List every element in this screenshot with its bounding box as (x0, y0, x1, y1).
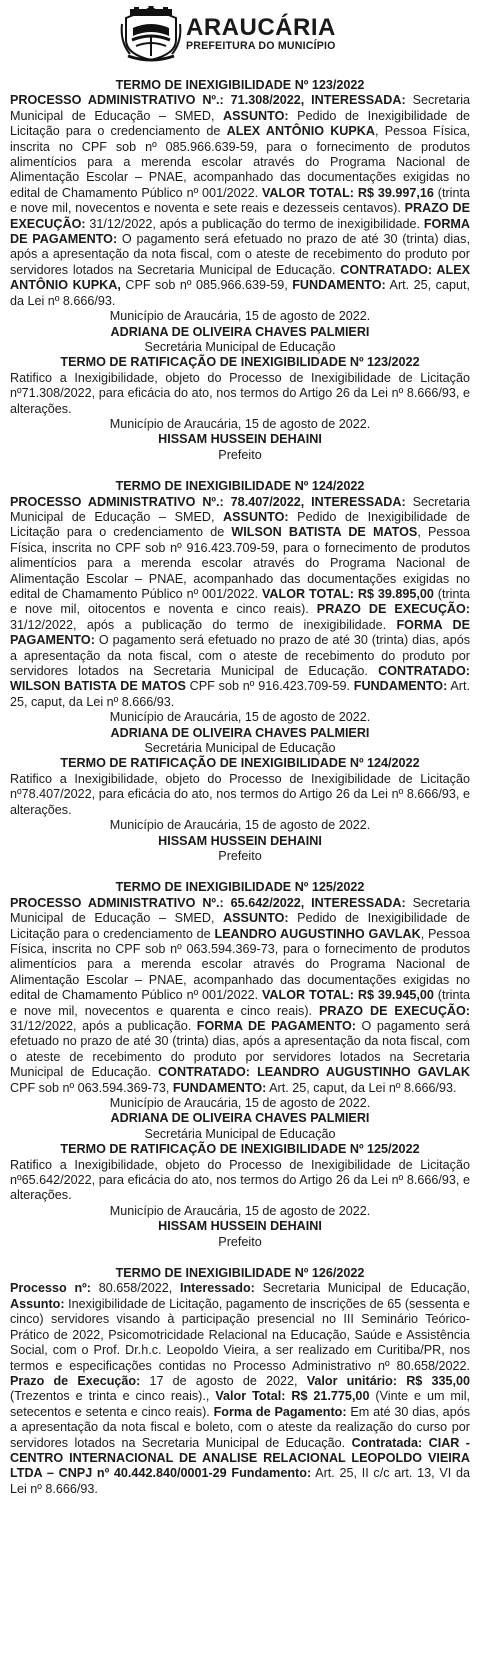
ratification-title: TERMO DE RATIFICAÇÃO DE INEXIGIBILIDADE Nº 124/2022 (60, 756, 420, 771)
ratification-title: TERMO DE RATIFICAÇÃO DE INEXIGIBILIDADE Nº 125/2022 (60, 1142, 420, 1157)
bold-run: VALOR TOTAL: R$ 39.997,16 (261, 185, 434, 200)
text-run: (trinta e nove mil, novecentos e noventa e sete reais e dezesseis centavos). (10, 185, 470, 216)
bold-run: FORMA DE PAGAMENTO: (10, 216, 470, 247)
text-run: CPF sob nº 916.423.709-59. (185, 679, 354, 694)
text-run: , Pessoa Física, inscrita no CPF sob nº 063.594.369-73, para o fornecimento de produtos alimentícios para a merenda escolar através do Programa Nacional de Alimentação Escolar – PNAE, acompanhado das documentações exigidas no edital de Chamamento Público nº 001/2022. (10, 926, 470, 1003)
bold-run: CONTRATADO: LEANDRO AUGUSTINHO GAVLAK (158, 1065, 470, 1080)
bold-run: Contratada: CIAR - CENTRO INTERNACIONAL DE ANALISE RELACIONAL LEOPOLDO VIEIRA LTDA – CNPJ nº 40.442.840/0001-29 Fundamento: (10, 1435, 470, 1481)
text-run: CPF sob nº 063.594.369-73, (10, 1080, 173, 1095)
text-run: 31/12/2022, após a publicação do termo de inexigibilidade. (10, 617, 397, 632)
text-run: 31/12/2022, após a publicação do termo de inexigibilidade. (85, 216, 424, 231)
signer-role: Secretária Municipal de Educação (144, 339, 336, 354)
city-name: ARAUCÁRIA (186, 14, 336, 41)
bold-run: VALOR TOTAL: R$ 39.945,00 (261, 988, 434, 1003)
text-run: O pagamento será efetuado no prazo de até 30 (trinta) dias, após a apresentação da nota fiscal, com o ateste de recebimento do produto por servidores lotados na Secretaria Municipal de Educação. (10, 232, 470, 277)
signer-name: ADRIANA DE OLIVEIRA CHAVES PALMIERI (110, 324, 370, 339)
masthead (120, 6, 380, 62)
term-title: TERMO DE INEXIGIBILIDADE Nº 126/2022 (115, 1266, 365, 1281)
term-124-section (10, 479, 470, 864)
bold-run: VALOR TOTAL: R$ 39.895,00 (261, 587, 434, 601)
text-run: O pagamento será efetuado no prazo de até 30 (trinta) dias, após a apresentação da nota fiscal, com o ateste de recebimento do produto por servidores lotados na Secretaria Municipal de Educação. (10, 633, 470, 679)
signer-name: ADRIANA DE OLIVEIRA CHAVES PALMIERI (110, 1111, 370, 1126)
term-date: Município de Araucária, 15 de agosto de 2022. (109, 309, 371, 324)
text-run: Art. 25, caput, da Lei nº 8.666/93. (10, 679, 470, 709)
mayor-name: HISSAM HUSSEIN DEHAINI (158, 1219, 322, 1234)
bold-run: WILSON BATISTA DE MATOS (231, 525, 418, 540)
text-run: (trinta e nove mil, novecentos e quarenta e cinco reais). (10, 988, 470, 1018)
signer-name: ADRIANA DE OLIVEIRA CHAVES PALMIERI (110, 725, 370, 740)
text-run: Secretaria Municipal de Educação – SMED, (10, 895, 470, 926)
bold-run: Forma de Pagamento: (213, 1404, 347, 1419)
brand-block (186, 16, 336, 52)
ratification-date: Município de Araucária, 15 de agosto de 2022. (109, 416, 371, 431)
text-run: , Pessoa Física, inscrita no CPF sob nº 085.966.639-59, para o fornecimento de produtos alimentícios para a merenda escolar através do Programa Nacional de Alimentação Escolar – PNAE, acompanhado das documentações exigidas no edital de Chamamento Público nº 001/2022. (10, 124, 470, 200)
ratification-date: Município de Araucária, 15 de agosto de 2022. (109, 1203, 371, 1218)
term-date: Município de Araucária, 15 de agosto de 2022. (109, 710, 371, 725)
term-title: TERMO DE INEXIGIBILIDADE Nº 123/2022 (115, 78, 365, 92)
text-run: Em até 30 dias, após a apresentação da nota fiscal e boleto, com o ateste da realização do curso por servidores lotados na Secretaria Municipal de Educação. (10, 1404, 470, 1450)
text-run: Pedido de Inexigibilidade de Licitação para o credenciamento de (10, 108, 470, 139)
bold-run: Processo nº: (10, 1281, 91, 1296)
text-run: Art. 25, caput, da Lei nº 8.666/93. (10, 278, 470, 308)
municipal-crest-icon (120, 6, 182, 62)
term-title: TERMO DE INEXIGIBILIDADE Nº 124/2022 (115, 479, 365, 494)
mayor-role: Prefeito (218, 1234, 262, 1249)
signer-role: Secretária Municipal de Educação (144, 1126, 336, 1141)
bold-run: FUNDAMENTO: (353, 679, 448, 694)
gazette-content (10, 78, 470, 1513)
term-body (10, 1281, 470, 1497)
bold-run: ASSUNTO: (223, 911, 289, 926)
term-123-section (10, 78, 470, 463)
term-title: TERMO DE INEXIGIBILIDADE Nº 125/2022 (115, 880, 365, 895)
bold-run: PRAZO DE EXECUÇÃO: (10, 201, 470, 231)
bold-run: CONTRATADO: ALEX ANTÔNIO KUPKA, (10, 262, 470, 293)
term-body (10, 495, 470, 711)
text-run: (trinta e nove mil, oitocentos e noventa e cinco reais). (10, 587, 470, 617)
ratification-body: Ratifico a Inexigibilidade, objeto do Processo de Inexigibilidade de Licitação nº65.642/2022, para eficácia do ato, nos termos do Artigo 26 da Lei nº 8.666/93, e alterações. (10, 1157, 470, 1203)
ratification-title: TERMO DE RATIFICAÇÃO DE INEXIGIBILIDADE Nº 123/2022 (60, 355, 420, 370)
text-run: Secretaria Municipal de Educação – SMED, (10, 93, 470, 123)
text-run: (Vinte e um mil, setecentos e setenta e cinco reais). (10, 1389, 471, 1419)
text-run: Pedido de Inexigibilidade de Licitação para o credenciamento de (10, 911, 470, 941)
mayor-name: HISSAM HUSSEIN DEHAINI (158, 833, 322, 848)
text-run: CPF sob nº 085.966.639-59, (120, 278, 293, 293)
bold-run: PRAZO DE EXECUÇÃO: (318, 1003, 471, 1018)
bold-run: ASSUNTO: (223, 108, 289, 123)
bold-run: PROCESSO ADMINISTRATIVO Nº.: 78.407/2022, INTERESSADA: (10, 494, 406, 509)
bold-run: Valor unitário: R$ 335,00 (306, 1373, 470, 1388)
text-run: , Pessoa Física, inscrita no CPF sob nº 916.423.709-59, para o fornecimento de produtos alimentícios para a merenda escolar através do Programa Nacional de Alimentação Escolar – PNAE, acompanhado das documentações exigidas no edital de Chamamento Público nº 001/2022. (10, 525, 470, 601)
term-126-section (10, 1266, 470, 1497)
ratification-body: Ratifico a Inexigibilidade, objeto do Processo de Inexigibilidade de Licitação nº78.407/2022, para eficácia do ato, nos termos do Artigo 26 da Lei nº 8.666/93, e alterações. (10, 771, 470, 817)
ratification-date: Município de Araucária, 15 de agosto de 2022. (109, 818, 371, 833)
text-run: Secretaria Municipal de Educação, (254, 1281, 470, 1296)
text-run: (Trezentos e trinta e cinco reais)., (10, 1389, 216, 1404)
bold-run: Interessado: (179, 1281, 255, 1296)
text-run: 17 de agosto de 2022, (140, 1373, 307, 1388)
bold-run: PRAZO DE EXECUÇÃO: (316, 602, 470, 617)
term-body (10, 896, 470, 1096)
bold-run: FORMA DE PAGAMENTO: (10, 617, 470, 648)
bold-run: ALEX ANTÔNIO KUPKA (226, 124, 375, 139)
bold-run: ASSUNTO: (223, 509, 289, 524)
term-body (10, 93, 470, 309)
text-run: Inexigibilidade de Licitação, pagamento de inscrições de 65 (sessenta e cinco) servidores visando à participação presencial no III Seminário Teórico-Prático de 2022, Psicomotricidade Relacional na Educação, Saúde e Assistência Social, com o Prof. Dr.h.c. Leopoldo Vieira, a ser realizado em Curitiba/PR, nos termos e especificações contidas no Processo Administrativo nº 80.658/2022. (10, 1296, 470, 1373)
bold-run: LEANDRO AUGUSTINHO GAVLAK (214, 926, 421, 941)
bold-run: FUNDAMENTO: (292, 278, 386, 293)
bold-run: Assunto: (10, 1296, 65, 1311)
bold-run: FORMA DE PAGAMENTO: (196, 1018, 356, 1033)
text-run: O pagamento será efetuado no prazo de até 30 (trinta) dias, após a apresentação da nota fiscal, com o ateste de recebimento do produto por servidores lotados na Secretaria Municipal de Educação. (10, 1018, 470, 1080)
bold-run: PROCESSO ADMINISTRATIVO Nº.: 71.308/2022, INTERESSADA: (10, 93, 406, 108)
text-run: Art. 25, caput, da Lei nº 8.666/93. (266, 1080, 457, 1095)
bold-run: Valor Total: R$ 21.775,00 (215, 1389, 370, 1404)
bold-run: FUNDAMENTO: (172, 1080, 267, 1095)
ratification-body: Ratifico a Inexigibilidade, objeto do Processo de Inexigibilidade de Licitação nº71.308/2022, para eficácia do ato, nos termos do Artigo 26 da Lei nº 8.666/93, e alterações. (10, 370, 470, 416)
text-run: Art. 25, II c/c art. 13, VI da Lei nº 8.666/93. (10, 1466, 470, 1496)
signer-role: Secretária Municipal de Educação (144, 741, 336, 756)
term-125-section (10, 880, 470, 1250)
bold-run: PROCESSO ADMINISTRATIVO Nº.: 65.642/2022, INTERESSADA: (10, 895, 406, 910)
mayor-role: Prefeito (218, 447, 262, 462)
bold-run: Prazo de Execução: (10, 1373, 141, 1388)
text-run: Pedido de Inexigibilidade de Licitação para o credenciamento de (10, 509, 470, 540)
text-run: Secretaria Municipal de Educação – SMED, (10, 494, 470, 524)
bold-run: CONTRATADO: WILSON BATISTA DE MATOS (10, 664, 470, 694)
term-date: Município de Araucária, 15 de agosto de 2022. (109, 1096, 371, 1110)
text-run: 31/12/2022, após a publicação. (10, 1018, 197, 1033)
mayor-role: Prefeito (218, 848, 262, 863)
city-subtitle: PREFEITURA DO MUNICÍPIO (186, 40, 336, 52)
mayor-name: HISSAM HUSSEIN DEHAINI (158, 432, 322, 447)
text-run: 80.658/2022, (90, 1281, 180, 1296)
